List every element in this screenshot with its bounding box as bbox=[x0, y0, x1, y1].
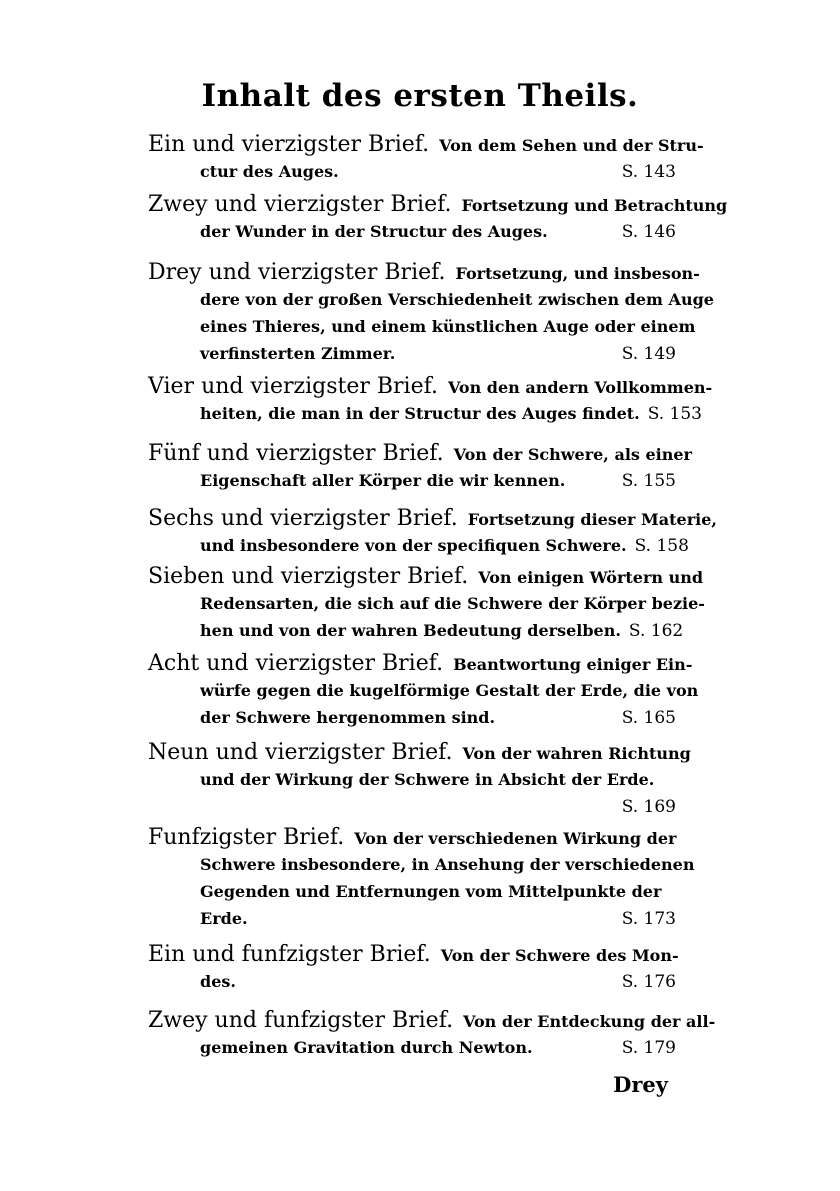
letter-summary: Fortsetzung, und insbeson- bbox=[455, 264, 700, 283]
letter-heading: Ein und funfzigster Brief. bbox=[148, 942, 431, 967]
letter-heading: Acht und vierzigster Brief. bbox=[148, 651, 444, 676]
letter-summary-continuation: Schwere insbesondere, in Ansehung der verschiedenen bbox=[200, 855, 695, 874]
toc-continuation-line bbox=[148, 594, 705, 621]
toc-continuation-line bbox=[148, 471, 676, 498]
letter-heading: Neun und vierzigster Brief. bbox=[148, 740, 453, 765]
letter-summary-continuation: und der Wirkung der Schwere in Absicht der Erde. bbox=[200, 770, 655, 789]
toc-heading-line bbox=[148, 260, 700, 290]
toc-continuation-line bbox=[148, 681, 699, 708]
letter-heading: Sieben und vierzigster Brief. bbox=[148, 564, 469, 589]
letter-summary-continuation: eines Thieres, und einem künstlichen Auge oder einem bbox=[200, 317, 696, 336]
toc-entry bbox=[148, 651, 699, 735]
letter-summary: Von der Schwere des Mon- bbox=[440, 946, 679, 965]
toc-heading-line bbox=[148, 506, 717, 536]
toc-heading-line bbox=[148, 740, 691, 770]
toc-continuation-line bbox=[148, 708, 676, 735]
page-number: S. 173 bbox=[621, 909, 676, 929]
page-number: S. 162 bbox=[628, 621, 684, 641]
page-number: S. 153 bbox=[647, 404, 702, 424]
letter-summary-continuation: des. bbox=[200, 972, 236, 991]
toc-continuation-line bbox=[148, 855, 695, 882]
letter-heading: Zwey und funfzigster Brief. bbox=[148, 1008, 454, 1033]
toc-entry bbox=[148, 1008, 716, 1065]
toc-continuation-line bbox=[148, 162, 676, 189]
toc-heading-line bbox=[148, 942, 679, 972]
toc-heading-line bbox=[148, 374, 713, 404]
page-title: Inhalt des ersten Theils. bbox=[201, 78, 639, 114]
letter-summary-continuation: heiten, die man in der Structur des Auges findet. bbox=[200, 404, 640, 423]
letter-summary-continuation: der Wunder in der Structur des Auges. bbox=[200, 222, 548, 241]
toc-continuation-line bbox=[148, 770, 676, 797]
letter-summary: Fortsetzung dieser Materie, bbox=[467, 510, 717, 529]
toc-heading-line bbox=[148, 651, 693, 681]
page-number: S. 165 bbox=[621, 708, 676, 728]
toc-entry bbox=[148, 260, 714, 371]
letter-summary: Von der Entdeckung der all- bbox=[463, 1012, 716, 1031]
toc-continuation-line bbox=[148, 404, 702, 431]
toc-continuation-line bbox=[148, 1038, 676, 1065]
page-number: S. 158 bbox=[634, 536, 689, 556]
catchword: Drey bbox=[613, 1072, 668, 1097]
letter-summary: Von dem Sehen und der Stru- bbox=[439, 136, 704, 155]
letter-summary-continuation: gemeinen Gravitation durch Newton. bbox=[200, 1038, 533, 1057]
toc-entry bbox=[148, 192, 728, 249]
letter-summary-continuation: und insbesondere von der specifiquen Schwere. bbox=[200, 536, 627, 555]
letter-summary-continuation: hen und von der wahren Bedeutung derselben. bbox=[200, 621, 621, 640]
letter-summary: Von der wahren Richtung bbox=[462, 744, 691, 763]
letter-summary-continuation: Erde. bbox=[200, 909, 248, 928]
letter-summary: Beantwortung einiger Ein- bbox=[453, 655, 693, 674]
toc-continuation-line bbox=[148, 344, 676, 371]
toc-continuation-line bbox=[148, 536, 689, 563]
toc-entry bbox=[148, 825, 695, 936]
letter-summary: Von einigen Wörtern und bbox=[478, 568, 704, 587]
letter-heading: Sechs und vierzigster Brief. bbox=[148, 506, 458, 531]
letter-summary-continuation: Redensarten, die sich auf die Schwere der Körper bezie- bbox=[200, 594, 705, 613]
toc-entry bbox=[148, 942, 679, 999]
toc-entry bbox=[148, 132, 704, 189]
page-number: S. 146 bbox=[621, 222, 676, 242]
letter-heading: Vier und vierzigster Brief. bbox=[148, 374, 438, 399]
page-number: S. 179 bbox=[621, 1038, 676, 1058]
letter-heading: Fünf und vierzigster Brief. bbox=[148, 441, 444, 466]
letter-heading: Zwey und vierzigster Brief. bbox=[148, 192, 452, 217]
toc-heading-line bbox=[148, 1008, 716, 1038]
toc-continuation-line bbox=[148, 797, 676, 824]
toc-entry bbox=[148, 564, 705, 648]
letter-summary-continuation: verfinsterten Zimmer. bbox=[200, 344, 396, 363]
page-number: S. 143 bbox=[621, 162, 676, 182]
letter-summary-continuation: ctur des Auges. bbox=[200, 162, 339, 181]
toc-continuation-line bbox=[148, 621, 684, 648]
page-number: S. 149 bbox=[621, 344, 676, 364]
toc-entry bbox=[148, 506, 717, 563]
toc-continuation-line bbox=[148, 317, 696, 344]
toc-continuation-line bbox=[148, 882, 676, 909]
toc-heading-line bbox=[148, 825, 676, 855]
letter-heading: Ein und vierzigster Brief. bbox=[148, 132, 430, 157]
toc-continuation-line bbox=[148, 909, 676, 936]
letter-summary-continuation: Gegenden und Entfernungen vom Mittelpunkte der bbox=[200, 882, 662, 901]
letter-summary: Von der verschiedenen Wirkung der bbox=[354, 829, 677, 848]
toc-continuation-line bbox=[148, 972, 676, 999]
letter-summary: Von der Schwere, als einer bbox=[453, 445, 692, 464]
letter-summary-continuation: Eigenschaft aller Körper die wir kennen. bbox=[200, 471, 566, 490]
page-number: S. 176 bbox=[621, 972, 676, 992]
letter-heading: Drey und vierzigster Brief. bbox=[148, 260, 446, 285]
page-number: S. 155 bbox=[621, 471, 676, 491]
toc-entry bbox=[148, 740, 691, 824]
letter-summary-continuation: der Schwere hergenommen sind. bbox=[200, 708, 496, 727]
letter-summary-continuation: würfe gegen die kugelförmige Gestalt der Erde, die von bbox=[200, 681, 699, 700]
letter-heading: Funfzigster Brief. bbox=[148, 825, 345, 850]
toc-heading-line bbox=[148, 564, 704, 594]
toc-continuation-line bbox=[148, 290, 714, 317]
letter-summary-continuation: dere von der großen Verschiedenheit zwischen dem Auge bbox=[200, 290, 714, 309]
toc-heading-line bbox=[148, 441, 692, 471]
letter-summary: Von den andern Vollkommen- bbox=[447, 378, 713, 397]
toc-continuation-line bbox=[148, 222, 676, 249]
letter-summary: Fortsetzung und Betrachtung bbox=[461, 196, 728, 215]
toc-heading-line bbox=[148, 132, 704, 162]
toc-heading-line bbox=[148, 192, 728, 222]
toc-entry bbox=[148, 374, 713, 431]
toc-entry bbox=[148, 441, 692, 498]
page-number: S. 169 bbox=[621, 797, 676, 817]
